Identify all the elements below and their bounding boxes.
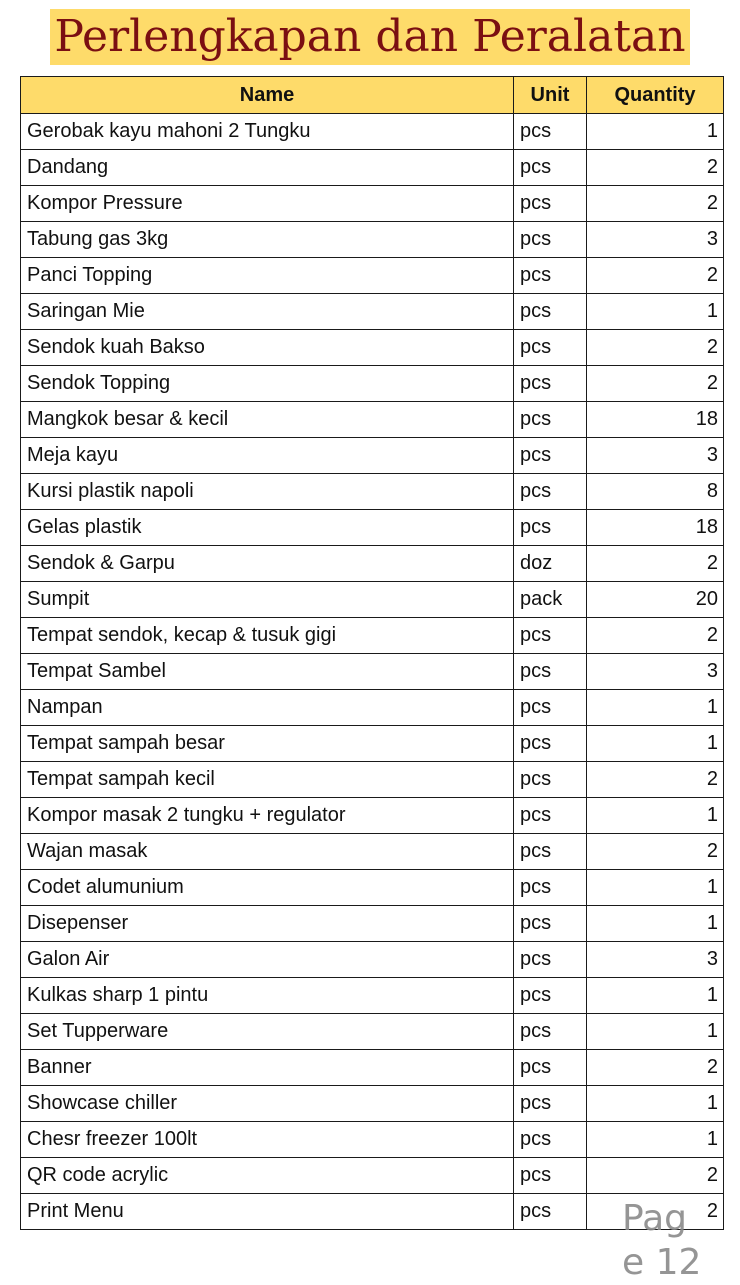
- table-row: [21, 906, 724, 942]
- item-name-cell: Kompor Pressure: [21, 186, 514, 222]
- item-name-cell: Kursi plastik napoli: [21, 474, 514, 510]
- item-quantity-cell: 1: [587, 906, 724, 942]
- table-row: [21, 150, 724, 186]
- item-quantity-cell: 2: [587, 150, 724, 186]
- page-number: Page 12: [622, 1198, 702, 1283]
- item-quantity-cell: 1: [587, 870, 724, 906]
- table-row: [21, 546, 724, 582]
- item-name-cell: Wajan masak: [21, 834, 514, 870]
- item-unit-cell: pcs: [514, 906, 587, 942]
- item-name-cell: Tempat sampah besar: [21, 726, 514, 762]
- item-name-cell: Meja kayu: [21, 438, 514, 474]
- item-unit-cell: pcs: [514, 654, 587, 690]
- item-unit-cell: pcs: [514, 618, 587, 654]
- item-name-cell: Tempat Sambel: [21, 654, 514, 690]
- header-row: [21, 77, 724, 114]
- item-unit-cell: pcs: [514, 942, 587, 978]
- item-unit-cell: pcs: [514, 1086, 587, 1122]
- item-unit-cell: pcs: [514, 294, 587, 330]
- item-name-cell: Saringan Mie: [21, 294, 514, 330]
- item-name-cell: Gerobak kayu mahoni 2 Tungku: [21, 114, 514, 150]
- item-name-cell: Banner: [21, 1050, 514, 1086]
- item-unit-cell: pcs: [514, 114, 587, 150]
- item-unit-cell: pcs: [514, 834, 587, 870]
- table-row: [21, 438, 724, 474]
- table-row: [21, 762, 724, 798]
- item-quantity-cell: 3: [587, 438, 724, 474]
- table-row: [21, 114, 724, 150]
- item-quantity-cell: 3: [587, 942, 724, 978]
- table-row: [21, 618, 724, 654]
- item-quantity-cell: 18: [587, 402, 724, 438]
- table-row: [21, 1050, 724, 1086]
- item-unit-cell: pcs: [514, 726, 587, 762]
- item-quantity-cell: 2: [587, 1194, 724, 1230]
- item-unit-cell: pcs: [514, 330, 587, 366]
- item-quantity-cell: 3: [587, 654, 724, 690]
- item-unit-cell: pcs: [514, 474, 587, 510]
- item-quantity-cell: 8: [587, 474, 724, 510]
- table-row: [21, 474, 724, 510]
- item-unit-cell: pcs: [514, 366, 587, 402]
- item-name-cell: Tempat sampah kecil: [21, 762, 514, 798]
- item-name-cell: Showcase chiller: [21, 1086, 514, 1122]
- title-wrapper: [0, 9, 740, 65]
- item-quantity-cell: 20: [587, 582, 724, 618]
- item-unit-cell: pcs: [514, 438, 587, 474]
- item-name-cell: Gelas plastik: [21, 510, 514, 546]
- column-header-unit: Unit: [514, 77, 587, 114]
- item-unit-cell: doz: [514, 546, 587, 582]
- item-unit-cell: pcs: [514, 402, 587, 438]
- item-unit-cell: pcs: [514, 1050, 587, 1086]
- item-name-cell: Chesr freezer 100lt: [21, 1122, 514, 1158]
- table-row: [21, 1122, 724, 1158]
- table-row: [21, 690, 724, 726]
- item-unit-cell: pcs: [514, 1194, 587, 1230]
- item-name-cell: Panci Topping: [21, 258, 514, 294]
- item-unit-cell: pcs: [514, 978, 587, 1014]
- column-header-name: Name: [21, 77, 514, 114]
- table-row: [21, 1158, 724, 1194]
- item-quantity-cell: 2: [587, 258, 724, 294]
- item-quantity-cell: 2: [587, 186, 724, 222]
- column-header-quantity: Quantity: [587, 77, 724, 114]
- item-quantity-cell: 2: [587, 366, 724, 402]
- item-name-cell: Print Menu: [21, 1194, 514, 1230]
- table-row: [21, 330, 724, 366]
- item-quantity-cell: 1: [587, 1086, 724, 1122]
- item-unit-cell: pcs: [514, 1014, 587, 1050]
- item-quantity-cell: 2: [587, 1050, 724, 1086]
- item-name-cell: Tempat sendok, kecap & tusuk gigi: [21, 618, 514, 654]
- item-name-cell: Sendok kuah Bakso: [21, 330, 514, 366]
- item-name-cell: Codet alumunium: [21, 870, 514, 906]
- item-quantity-cell: 1: [587, 114, 724, 150]
- table-row: [21, 366, 724, 402]
- table-row: [21, 798, 724, 834]
- item-quantity-cell: 1: [587, 294, 724, 330]
- item-name-cell: Set Tupperware: [21, 1014, 514, 1050]
- item-quantity-cell: 2: [587, 834, 724, 870]
- item-unit-cell: pcs: [514, 870, 587, 906]
- item-unit-cell: pcs: [514, 1158, 587, 1194]
- item-quantity-cell: 3: [587, 222, 724, 258]
- equipment-table: [20, 76, 724, 1230]
- table-row: [21, 510, 724, 546]
- item-unit-cell: pcs: [514, 798, 587, 834]
- table-row: [21, 942, 724, 978]
- page-title: Perlengkapan dan Peralatan: [50, 9, 689, 65]
- table-row: [21, 294, 724, 330]
- table-row: [21, 1194, 724, 1230]
- item-unit-cell: pcs: [514, 258, 587, 294]
- table-row: [21, 222, 724, 258]
- table-row: [21, 654, 724, 690]
- table-row: [21, 582, 724, 618]
- item-unit-cell: pcs: [514, 762, 587, 798]
- item-quantity-cell: 1: [587, 798, 724, 834]
- item-unit-cell: pcs: [514, 510, 587, 546]
- table-row: [21, 834, 724, 870]
- item-unit-cell: pcs: [514, 150, 587, 186]
- item-quantity-cell: 1: [587, 690, 724, 726]
- item-name-cell: Dandang: [21, 150, 514, 186]
- table-row: [21, 978, 724, 1014]
- item-name-cell: Kulkas sharp 1 pintu: [21, 978, 514, 1014]
- table-row: [21, 258, 724, 294]
- item-quantity-cell: 1: [587, 1122, 724, 1158]
- table-body: [21, 114, 724, 1230]
- item-quantity-cell: 2: [587, 762, 724, 798]
- item-name-cell: Kompor masak 2 tungku + regulator: [21, 798, 514, 834]
- item-unit-cell: pcs: [514, 222, 587, 258]
- item-unit-cell: pcs: [514, 1122, 587, 1158]
- item-quantity-cell: 2: [587, 1158, 724, 1194]
- table-header: [21, 77, 724, 114]
- item-name-cell: Tabung gas 3kg: [21, 222, 514, 258]
- item-quantity-cell: 2: [587, 546, 724, 582]
- item-name-cell: Sendok & Garpu: [21, 546, 514, 582]
- table-row: [21, 186, 724, 222]
- item-unit-cell: pack: [514, 582, 587, 618]
- item-name-cell: Galon Air: [21, 942, 514, 978]
- item-quantity-cell: 18: [587, 510, 724, 546]
- item-quantity-cell: 2: [587, 330, 724, 366]
- item-name-cell: Sendok Topping: [21, 366, 514, 402]
- item-name-cell: Disepenser: [21, 906, 514, 942]
- item-name-cell: QR code acrylic: [21, 1158, 514, 1194]
- item-quantity-cell: 2: [587, 618, 724, 654]
- item-unit-cell: pcs: [514, 186, 587, 222]
- table-row: [21, 402, 724, 438]
- item-unit-cell: pcs: [514, 690, 587, 726]
- table-row: [21, 726, 724, 762]
- item-quantity-cell: 1: [587, 726, 724, 762]
- item-name-cell: Nampan: [21, 690, 514, 726]
- item-quantity-cell: 1: [587, 1014, 724, 1050]
- item-name-cell: Mangkok besar & kecil: [21, 402, 514, 438]
- item-quantity-cell: 1: [587, 978, 724, 1014]
- table-row: [21, 1086, 724, 1122]
- table-row: [21, 1014, 724, 1050]
- table-row: [21, 870, 724, 906]
- item-name-cell: Sumpit: [21, 582, 514, 618]
